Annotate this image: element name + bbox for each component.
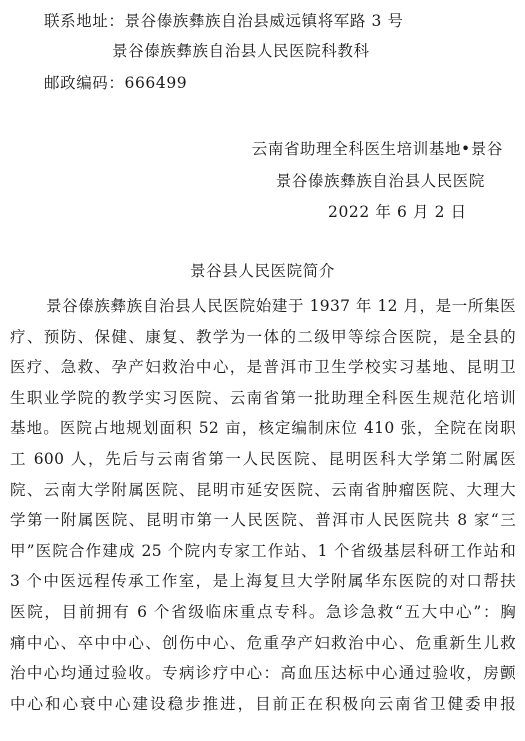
contact-postcode: 邮政编码：666499 bbox=[44, 74, 188, 92]
intro-body bbox=[10, 291, 516, 719]
intro-line: 痛中心、卒中中心、创伤中心、危重孕产妇救治中心、危重新生儿救 bbox=[10, 633, 516, 652]
intro-line: 治中心均通过验收。专病诊疗中心：高血压达标中心通过验收，房颤 bbox=[10, 664, 516, 683]
contact-department: 景谷傣族彝族自治县人民医院科教科 bbox=[112, 42, 370, 60]
intro-line: 工 600 人，先后与云南省第一人民医院、昆明医科大学第二附属医 bbox=[10, 449, 516, 468]
intro-line: 甲”医院合作建成 25 个院内专家工作站、1 个省级基层科研工作站和 bbox=[10, 541, 516, 560]
intro-line: 基地。医院占地规划面积 52 亩，核定编制床位 410 张，全院在岗职 bbox=[10, 419, 516, 438]
intro-line: 生职业学院的教学实习医院、云南省第一批助理全科医生规范化培训 bbox=[10, 388, 516, 407]
signature-base: 云南省助理全科医生培训基地•景谷 bbox=[251, 140, 503, 158]
intro-line: 景谷傣族彝族自治县人民医院始建于 1937 年 12 月，是一所集医 bbox=[46, 297, 516, 315]
intro-line: 中心和心衰中心建设稳步推进，目前正在积极向云南省卫健委申报 bbox=[10, 694, 516, 713]
signature-date: 2022 年 6 月 2 日 bbox=[328, 203, 467, 221]
intro-line: 3 个中医远程传承工作室，是上海复旦大学附属华东医院的对口帮扶 bbox=[10, 572, 516, 591]
intro-line: 医疗、急救、孕产妇救治中心，是普洱市卫生学校实习基地、昆明卫 bbox=[10, 358, 516, 377]
signature-hospital: 景谷傣族彝族自治县人民医院 bbox=[275, 172, 485, 190]
intro-line: 院、云南大学附属医院、昆明市延安医院、云南省肿瘤医院、大理大 bbox=[10, 480, 516, 499]
intro-title: 景谷县人民医院简介 bbox=[190, 262, 335, 280]
intro-line: 医院，目前拥有 6 个省级临床重点专科。急诊急救“五大中心”：胸 bbox=[10, 602, 516, 621]
intro-line: 学第一附属医院、昆明市第一人民医院、普洱市人民医院共 8 家“三 bbox=[10, 511, 516, 530]
intro-line: 疗、预防、保健、康复、教学为一体的二级甲等综合医院，是全县的 bbox=[10, 327, 516, 346]
contact-address: 联系地址：景谷傣族彝族自治县威远镇将军路 3 号 bbox=[44, 12, 404, 30]
